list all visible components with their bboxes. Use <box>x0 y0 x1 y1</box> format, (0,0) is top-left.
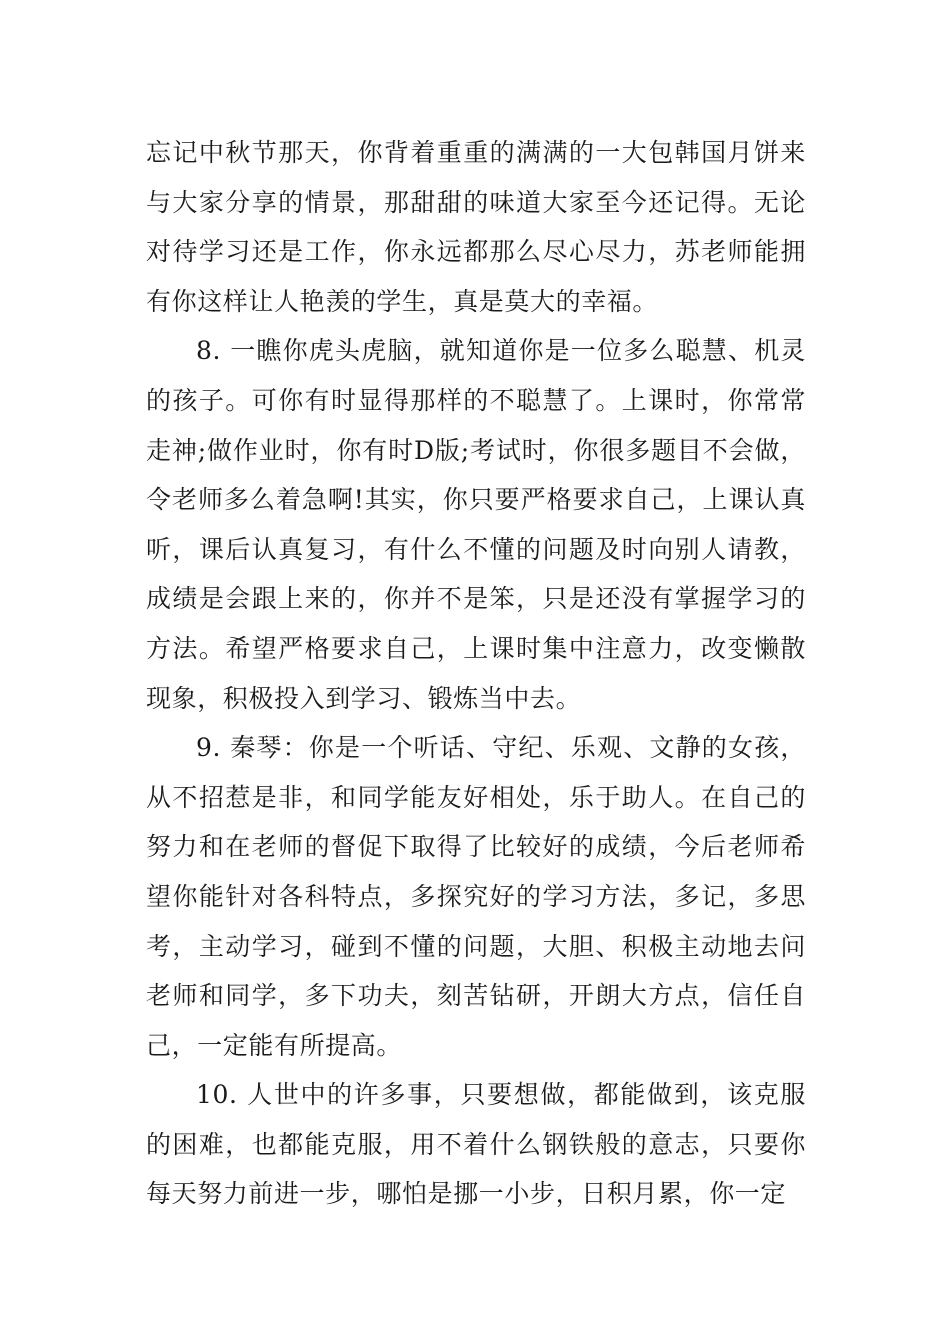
paragraph-9: 9. 秦琴：你是一个听话、守纪、乐观、文静的女孩，从不招惹是非，和同学能友好相处，乐于助人。在自己的努力和在老师的督促下取得了比较好的成绩，今后老师希望你能针对各科特点，多探究好的学习方法，多记，多思考，主动学习，碰到不懂的问题，大胆、积极主动地去问老师和同学，多下功夫，刻苦钻研，开朗大方点，信任自己，一定能有所提高。 <box>146 733 806 1060</box>
paragraph-7-continued: 忘记中秋节那天，你背着重重的满满的一大包韩国月饼来与大家分享的情景，那甜甜的味道大家至今还记得。无论对待学习还是工作，你永远都那么尽心尽力，苏老师能拥有你这样让人艳羡的学生，真是莫大的幸福。 <box>146 138 806 316</box>
paragraph-10: 10. 人世中的许多事，只要想做，都能做到，该克服的困难，也都能克服，用不着什么钢铁般的意志，只要你每天努力前进一步，哪怕是挪一小步，日积月累，你一定 <box>146 1080 806 1209</box>
paragraph-8: 8. 一瞧你虎头虎脑，就知道你是一位多么聪慧、机灵的孩子。可你有时显得那样的不聪慧了。上课时，你常常走神;做作业时，你有时D版;考试时，你很多题目不会做，令老师多么着急啊!其实，你只要严格要求自己，上课认真听，课后认真复习，有什么不懂的问题及时向别人请教，成绩是会跟上来的，你并不是笨，只是还没有掌握学习的方法。希望严格要求自己，上课时集中注意力，改变懒散现象，积极投入到学习、锻炼当中去。 <box>146 336 806 713</box>
document-body <box>146 128 806 1219</box>
